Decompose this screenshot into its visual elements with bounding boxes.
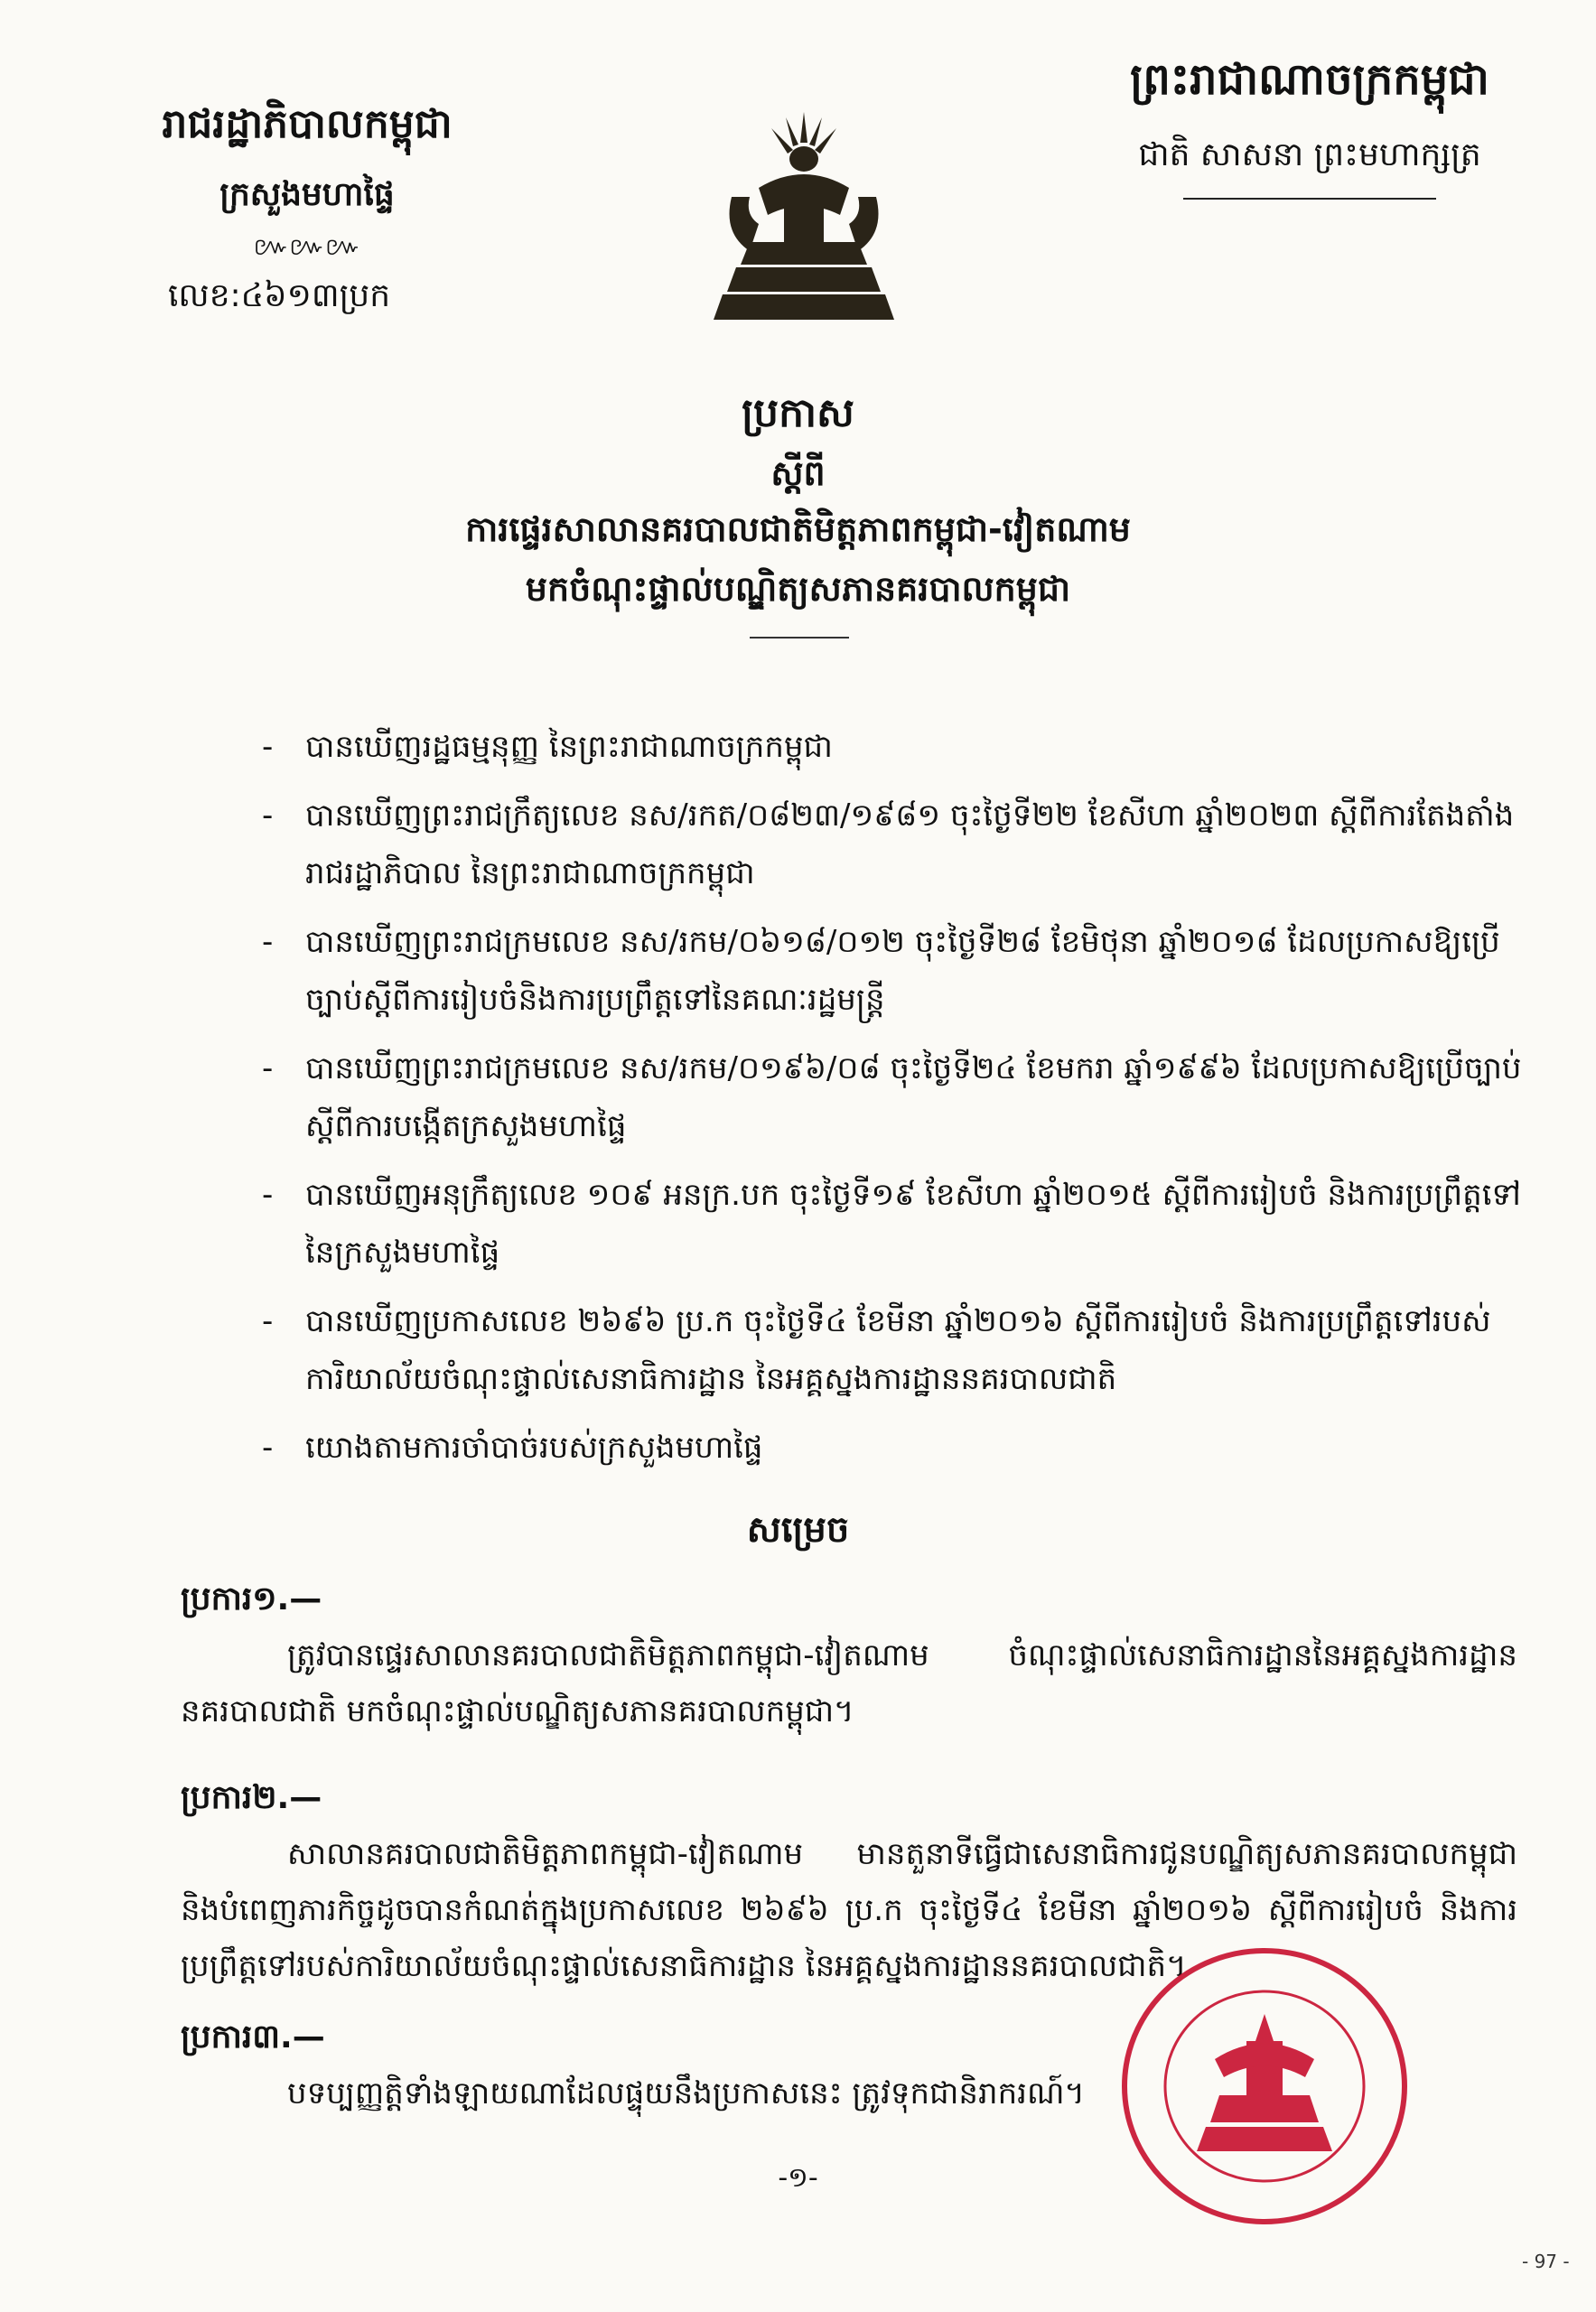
decision-heading: សម្រេច bbox=[746, 1509, 850, 1551]
recital-item: - បានឃើញព្រះរាជក្រមលេខ នស/រកម/០៦១៨/០១២ ចុះថ្ងៃទី២៨ ខែមិថុនា ឆ្នាំ២០១៨ ដែលប្រកាសឱ្យប្រើច្បាប់ស្តីពីការរៀបចំនិងការប្រព្រឹត្តទៅនៃគណៈរដ្ឋមន្ត្រី bbox=[262, 924, 1500, 1018]
article-body: បទប្បញ្ញត្តិទាំងឡាយណាដែលផ្ទុយនឹងប្រកាសនេះ ត្រូវទុកជានិរាករណ៍។ bbox=[287, 2075, 1085, 2112]
page-number: -១- bbox=[778, 2162, 818, 2194]
recital-item: - បានឃើញរដ្ឋធម្មនុញ្ញ នៃព្រះរាជាណាចក្រកម្ពុជា bbox=[262, 729, 833, 765]
recitals-list bbox=[262, 718, 1526, 1487]
ornament-divider: ៚៚៚ bbox=[253, 231, 361, 261]
title-divider bbox=[750, 637, 849, 639]
header-right bbox=[1084, 52, 1535, 200]
recital-item: - យោងតាមការចាំបាច់របស់ក្រសួងមហាផ្ទៃ bbox=[262, 1430, 763, 1466]
subject-line-1: ការផ្ទេរសាលានគរបាលជាតិមិត្តភាពកម្ពុជា-វៀតណាម bbox=[465, 509, 1131, 549]
header-left bbox=[135, 99, 479, 322]
article-body: ត្រូវបានផ្ទេរសាលានគរបាលជាតិមិត្តភាពកម្ពុជា-វៀតណាម ចំណុះផ្ទាល់សេនាធិការដ្ឋាននៃអគ្គស្នងការដ្ឋាននគរបាលជាតិ មកចំណុះផ្ទាល់បណ្ឌិត្យសភានគរបាលកម្ពុជា។ bbox=[181, 1637, 1517, 1729]
article-heading: ប្រការ២.— bbox=[181, 1779, 322, 1816]
reference-number: លេខ:៤៦១៣ប្រក bbox=[168, 277, 391, 314]
article-heading: ប្រការ១.— bbox=[181, 1580, 322, 1617]
royal-emblem-icon bbox=[695, 107, 912, 328]
document-type: ប្រកាស bbox=[742, 390, 854, 436]
title-on: ស្តីពី bbox=[770, 453, 826, 493]
national-motto: ជាតិ សាសនា ព្រះមហាក្សត្រ bbox=[1138, 136, 1481, 173]
article-heading: ប្រការ៣.— bbox=[181, 2018, 325, 2056]
recital-item: - បានឃើញព្រះរាជក្រឹត្យលេខ នស/រកត/០៨២៣/១៩៨១ ចុះថ្ងៃទី២២ ខែសីហា ឆ្នាំ២០២៣ ស្តីពីការតែងតាំងរាជរដ្ឋាភិបាល នៃព្រះរាជាណាចក្រកម្ពុជា bbox=[262, 797, 1515, 891]
article-1 bbox=[181, 1571, 1517, 1739]
article-body: សាលានគរបាលជាតិមិត្តភាពកម្ពុជា-វៀតណាម មានតួនាទីធ្វើជាសេនាធិការជូនបណ្ឌិត្យសភានគរបាលកម្ពុជា និងបំពេញភារកិច្ចដូចបានកំណត់ក្នុងប្រកាសលេខ ២៦៩៦ ប្រ.ក ចុះថ្ងៃទី៤ ខែមីនា ឆ្នាំ២០១៦ ស្តីពីការរៀបចំ និងការប្រព្រឹត្តទៅរបស់ការិយាល័យចំណុះផ្ទាល់សេនាធិការដ្ឋាន នៃអគ្គស្នងការដ្ឋាននគរបាលជាតិ។ bbox=[181, 1836, 1517, 1984]
government-name: រាជរដ្ឋាភិបាលកម្ពុជា bbox=[162, 101, 453, 147]
recital-item: - បានឃើញព្រះរាជក្រមលេខ នស/រកម/០១៩៦/០៨ ចុះថ្ងៃទី២៤ ខែមករា ឆ្នាំ១៩៩៦ ដែលប្រកាសឱ្យប្រើច្បាប់ស្តីពីការបង្កើតក្រសួងមហាផ្ទៃ bbox=[262, 1050, 1522, 1144]
recital-item: - បានឃើញប្រកាសលេខ ២៦៩៦ ប្រ.ក ចុះថ្ងៃទី៤ ខែមីនា ឆ្នាំ២០១៦ ស្តីពីការរៀបចំ និងការប្រព្រឹត្តទៅរបស់ការិយាល័យចំណុះផ្ទាល់សេនាធិការដ្ឋាន នៃអគ្គស្នងការដ្ឋាននគរបាលជាតិ bbox=[262, 1303, 1491, 1397]
corner-page-number: - 97 - bbox=[1522, 2251, 1570, 2272]
recital-item: - បានឃើញអនុក្រឹត្យលេខ ១០៩ អនក្រ.បក ចុះថ្ងៃទី១៩ ខែសីហា ឆ្នាំ២០១៥ ស្តីពីការរៀបចំ និងការប្រព្រឹត្តទៅនៃក្រសួងមហាផ្ទៃ bbox=[262, 1177, 1521, 1271]
motto-divider bbox=[1183, 198, 1436, 200]
ministry-name: ក្រសួងមហាផ្ទៃ bbox=[219, 176, 395, 213]
kingdom-name: ព្រះរាជាណាចក្រកម្ពុជា bbox=[1130, 54, 1489, 105]
subject-line-2: មកចំណុះផ្ទាល់បណ្ឌិត្យសភានគរបាលកម្ពុជា bbox=[525, 569, 1071, 609]
